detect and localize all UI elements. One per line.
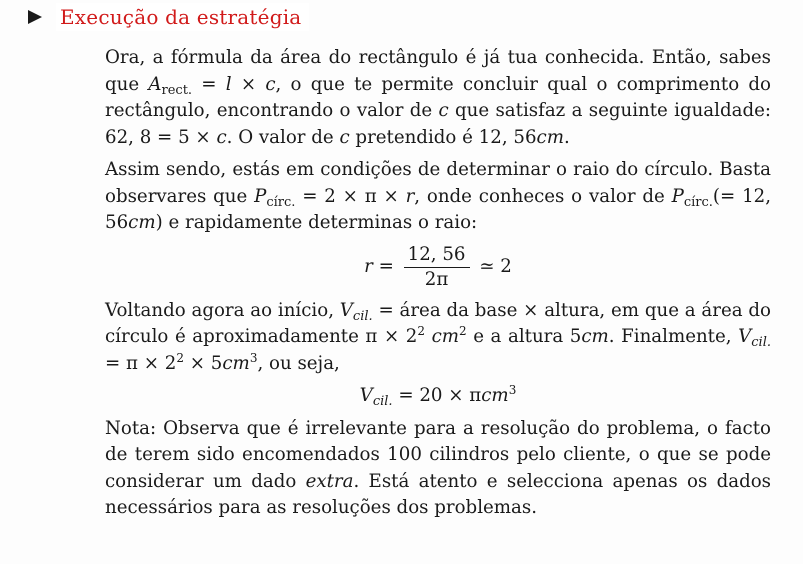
math-subscript: cil. xyxy=(751,335,771,350)
text: e a altura 5 xyxy=(466,326,582,347)
math-unit: cm xyxy=(128,212,156,233)
fraction xyxy=(404,243,470,292)
math-var: r xyxy=(405,185,415,207)
text: , ou seja, xyxy=(257,352,340,374)
math-var: l xyxy=(225,73,232,95)
text: = área da base × altura, em que a área do círculo é aproximadamente π × 2 xyxy=(105,299,771,347)
math-var: c xyxy=(216,126,227,148)
math-unit: cm xyxy=(481,385,509,406)
paragraph-rectangle xyxy=(105,45,771,151)
approx-result: ≃ 2 xyxy=(473,255,512,277)
text: pretendido é 12, 56 xyxy=(349,126,537,148)
fraction-denominator: 2π xyxy=(424,268,449,290)
text: . Finalmente, xyxy=(608,326,739,347)
equation-radius xyxy=(105,243,771,292)
math-var: c xyxy=(339,126,350,148)
math-superscript: 2 xyxy=(176,350,184,365)
triangle-bullet-icon xyxy=(28,10,42,24)
text: = xyxy=(192,73,226,95)
text: = 2 × π × xyxy=(295,185,406,207)
text: . xyxy=(563,126,570,148)
math-var: r xyxy=(364,255,373,277)
title-box xyxy=(56,3,309,31)
text: × xyxy=(231,73,266,95)
paragraph-note xyxy=(105,416,771,522)
text: × 5 xyxy=(184,352,223,374)
text xyxy=(425,326,432,347)
math-subscript: círc. xyxy=(683,194,713,210)
math-var: P xyxy=(254,185,267,207)
math-subscript: cil. xyxy=(372,394,393,409)
text: Assim sendo, estás em condições de determinar o raio do círculo. Basta observares que xyxy=(105,159,771,207)
text: Voltando agora ao início, xyxy=(105,299,340,321)
math-subscript: círc. xyxy=(266,194,296,210)
text: . Está atento e selecciona apenas os dados necessários para as resoluções dos problemas. xyxy=(105,470,771,518)
paragraph-volume xyxy=(105,298,771,378)
equals-sign: = xyxy=(372,255,400,277)
math-superscript: 2 xyxy=(417,324,425,338)
math-var: V xyxy=(738,326,752,347)
math-var: c xyxy=(265,73,276,95)
text: = π × 2 xyxy=(105,352,177,374)
text: Nota: Observa que é irrelevante para a resolução do problema, o facto de terem sido encomendados 100 cilindros pelo cliente, o que se pode considerar um dado xyxy=(105,417,771,492)
math-var: V xyxy=(339,299,353,321)
text: , onde conheces o valor de xyxy=(414,185,672,207)
text: Ora, a fórmula da área do rectângulo é já tua conhecida. Então, sabes que xyxy=(105,47,771,95)
math-unit: cm xyxy=(431,326,459,347)
math-superscript: 3 xyxy=(508,383,517,397)
math-superscript: 3 xyxy=(249,350,258,365)
math-unit: cm xyxy=(581,326,609,347)
text: . O valor de xyxy=(226,126,340,148)
fraction-numerator: 12, 56 xyxy=(407,243,466,265)
math-var: V xyxy=(359,385,373,406)
math-unit: cm xyxy=(222,352,250,374)
section-header xyxy=(28,3,309,31)
text: (= 12, 56 xyxy=(105,185,772,233)
math-unit: cm xyxy=(536,126,564,148)
emphasis-text: extra xyxy=(305,470,354,492)
content-body xyxy=(105,45,771,528)
text: = 20 × π xyxy=(392,385,482,406)
math-var: P xyxy=(671,185,684,207)
math-superscript: 2 xyxy=(459,324,467,338)
math-subscript: rect. xyxy=(161,82,193,98)
equation-volume xyxy=(105,383,771,410)
text: que satisfaz a seguinte igualdade: 62, 8 = 5 × xyxy=(105,100,771,148)
math-var: c xyxy=(438,100,449,121)
text: , o que te permite concluir qual o comprimento do rectângulo, encontrando o valor de xyxy=(105,73,772,121)
paragraph-radius xyxy=(105,157,771,237)
math-subscript: cil. xyxy=(352,308,373,324)
math-var: A xyxy=(148,73,162,95)
text: ) e rapidamente determinas o raio: xyxy=(155,212,478,233)
section-title: Execução da estratégia xyxy=(60,5,302,29)
